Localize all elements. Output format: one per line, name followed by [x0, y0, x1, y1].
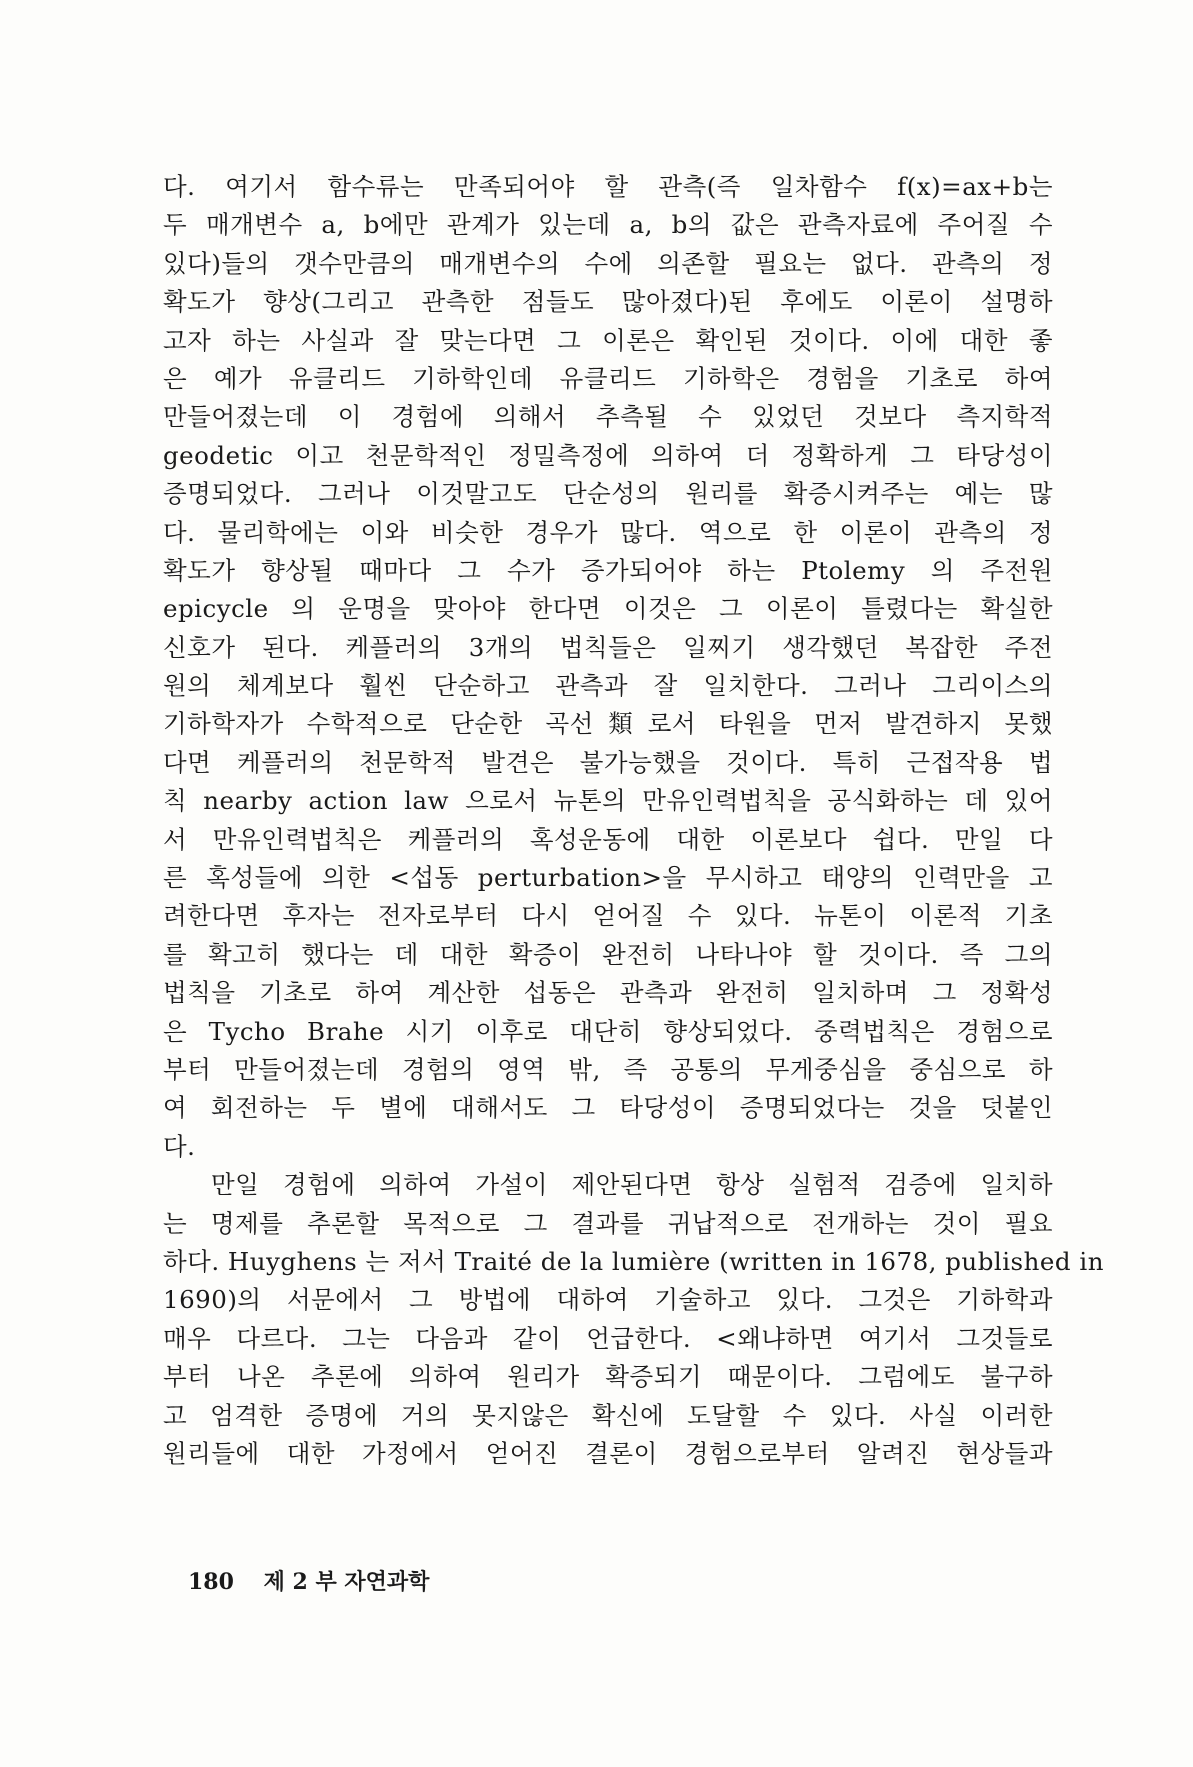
text-line: 다. — [163, 1131, 196, 1161]
text-line: 고 엄격한 증명에 거의 못지않은 확신에 도달할 수 있다. 사실 이러한 — [163, 1400, 1053, 1430]
paragraph — [163, 1166, 1104, 1473]
text-line: 은 Tycho Brahe 시기 이후로 대단히 향상되었다. 중력법칙은 경험으로 — [163, 1016, 1053, 1046]
text-line: 고자 하는 사실과 잘 맞는다면 그 이론은 확인된 것이다. 이에 대한 좋 — [163, 325, 1053, 355]
text-line: 만들어졌는데 이 경험에 의해서 추측될 수 있었던 것보다 측지학적 — [163, 402, 1053, 432]
text-line: geodetic 이고 천문학적인 정밀측정에 의하여 더 정확하게 그 타당성이 — [163, 440, 1053, 470]
text-line: 두 매개변수 a, b에만 관계가 있는데 a, b의 값은 관측자료에 주어질 수 — [163, 210, 1053, 240]
text-line: 매우 다르다. 그는 다음과 같이 언급한다. <왜냐하면 여기서 그것들로 — [163, 1323, 1053, 1353]
text-line: 있다)들의 갯수만큼의 매개변수의 수에 의존할 필요는 없다. 관측의 정 — [163, 248, 1053, 278]
text-line: 다. 여기서 함수류는 만족되어야 할 관측(즉 일차함수 f(x)=ax+b는 — [163, 172, 1053, 201]
paragraph — [163, 168, 1053, 1166]
text-line: 를 확고히 했다는 데 대한 확증이 완전히 나타나야 할 것이다. 즉 그의 — [163, 939, 1053, 969]
text-line: 다면 케플러의 천문학적 발견은 불가능했을 것이다. 특히 근접작용 법 — [163, 747, 1053, 777]
text-line: 증명되었다. 그러나 이것말고도 단순성의 원리를 확증시켜주는 예는 많 — [163, 479, 1053, 509]
text-line: 법칙을 기초로 하여 계산한 섭동은 관측과 완전히 일치하며 그 정확성 — [163, 978, 1053, 1008]
running-footer-section: 제 2 부 자연과학 — [263, 1569, 430, 1595]
text-line: 는 명제를 추론할 목적으로 그 결과를 귀납적으로 전개하는 것이 필요 — [163, 1208, 1053, 1238]
body-text — [163, 168, 1104, 1473]
text-line: 여 회전하는 두 별에 대해서도 그 타당성이 증명되었다는 것을 덧붙인 — [163, 1093, 1053, 1123]
text-line: 원의 체계보다 훨씬 단순하고 관측과 잘 일치한다. 그러나 그리이스의 — [163, 671, 1053, 701]
text-line: 만일 경험에 의하여 가설이 제안된다면 항상 실험적 검증에 일치하 — [211, 1170, 1053, 1200]
text-line: 려한다면 후자는 전자로부터 다시 얻어질 수 있다. 뉴톤이 이론적 기초 — [163, 901, 1053, 931]
text-line: 기하학자가 수학적으로 단순한 곡선類로서 타원을 먼저 발견하지 못했 — [163, 709, 1053, 739]
text-line: 은 예가 유클리드 기하학인데 유클리드 기하학은 경험을 기초로 하여 — [163, 363, 1053, 393]
text-line: 른 혹성들에 의한 <섭동 perturbation>을 무시하고 태양의 인력만을 고 — [163, 863, 1053, 893]
text-line: 1690)의 서문에서 그 방법에 대하여 기술하고 있다. 그것은 기하학과 — [163, 1285, 1053, 1315]
text-line: 서 만유인력법칙은 케플러의 혹성운동에 대한 이론보다 쉽다. 만일 다 — [163, 824, 1053, 854]
text-line: epicycle 의 운명을 맞아야 한다면 이것은 그 이론이 틀렸다는 확실한 — [163, 594, 1053, 624]
page-footer — [188, 1565, 429, 1596]
text-line: 확도가 향상(그리고 관측한 점들도 많아졌다)된 후에도 이론이 설명하 — [163, 287, 1053, 317]
text-line: 확도가 향상될 때마다 그 수가 증가되어야 하는 Ptolemy 의 주전원 — [163, 555, 1053, 585]
text-line: 부터 나온 추론에 의하여 원리가 확증되기 때문이다. 그럼에도 불구하 — [163, 1362, 1053, 1392]
text-line: 하다. Huyghens 는 저서 Traité de la lumière (written in 1678, published in — [163, 1246, 1104, 1276]
text-line: 부터 만들어졌는데 경험의 영역 밖, 즉 공통의 무게중심을 중심으로 하 — [163, 1054, 1053, 1084]
text-line: 다. 물리학에는 이와 비슷한 경우가 많다. 역으로 한 이론이 관측의 정 — [163, 517, 1053, 547]
text-line: 원리들에 대한 가정에서 얻어진 결론이 경험으로부터 알려진 현상들과 — [163, 1438, 1053, 1468]
text-line: 칙 nearby action law 으로서 뉴톤의 만유인력법칙을 공식화하는 데 있어 — [163, 786, 1053, 816]
page-number: 180 — [188, 1569, 234, 1595]
text-line: 신호가 된다. 케플러의 3개의 법칙들은 일찌기 생각했던 복잡한 주전 — [163, 632, 1053, 662]
